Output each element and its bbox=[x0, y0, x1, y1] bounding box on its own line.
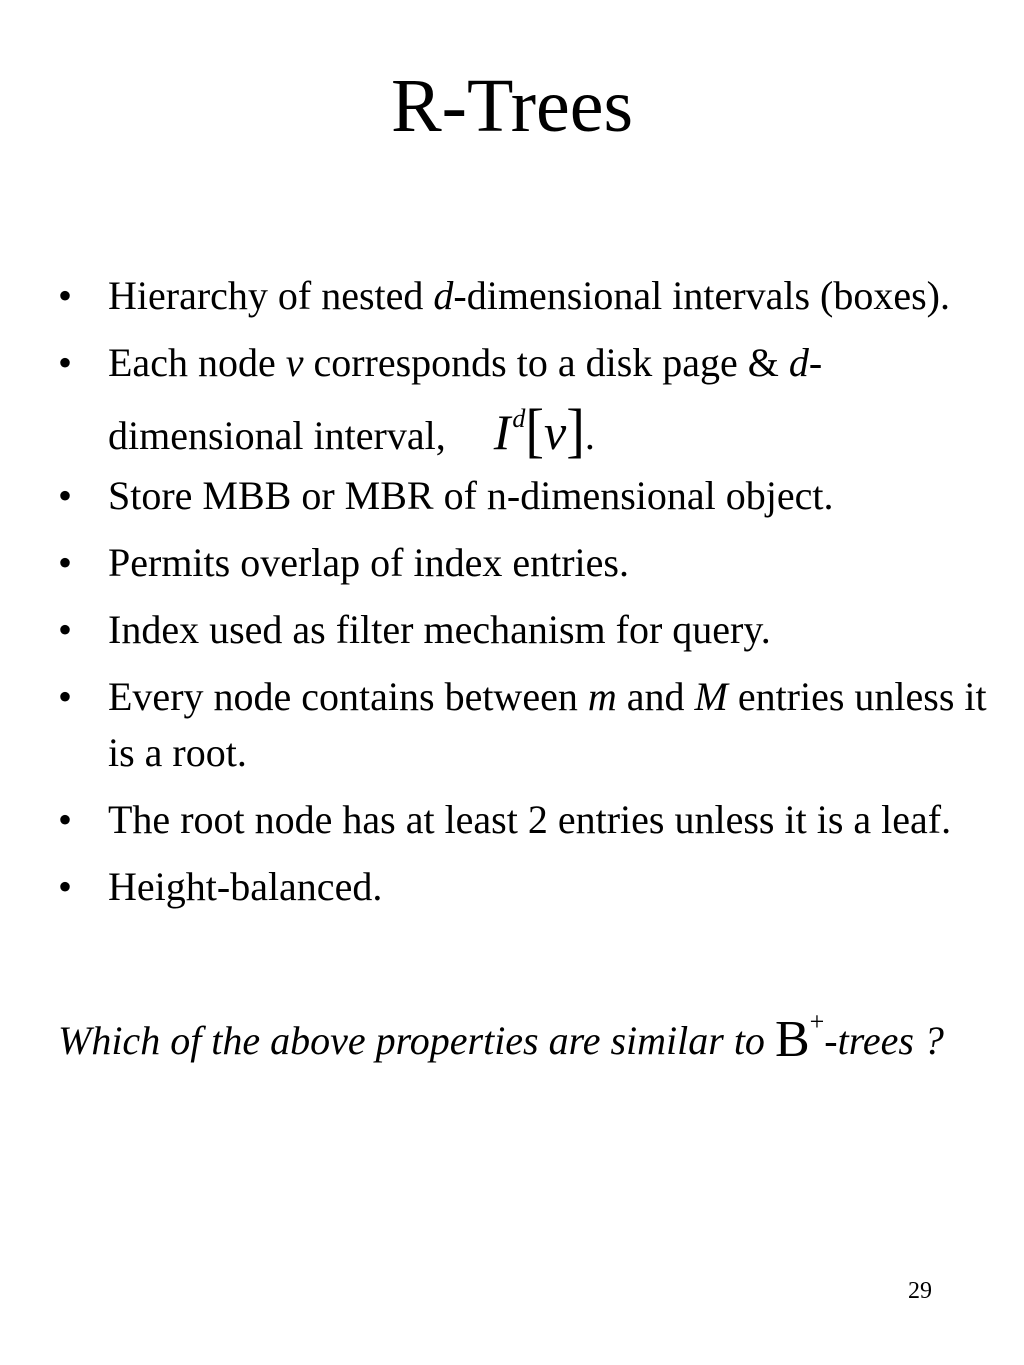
bullet-text: Hierarchy of nested bbox=[108, 273, 434, 318]
bullet-text: and bbox=[616, 674, 695, 719]
bplus-symbol bbox=[774, 1007, 825, 1068]
math-var-v: v bbox=[285, 340, 304, 385]
bullet-item-hierarchy bbox=[58, 268, 988, 324]
bullet-text: entries unless it is a root. bbox=[108, 674, 987, 775]
bullet-item-store-mbb bbox=[58, 468, 988, 524]
bullet-item-overlap bbox=[58, 535, 988, 591]
bullet-text: Each node bbox=[108, 340, 286, 385]
formula-base: I bbox=[493, 404, 511, 460]
bplus-b: B bbox=[774, 1011, 810, 1068]
bullet-text: -dimensional intervals (boxes). bbox=[453, 273, 950, 318]
bullet-text: corresponds to a disk page & bbox=[303, 340, 789, 385]
bullet-text: Index used as filter mechanism for query. bbox=[108, 607, 771, 652]
bullet-text: Height-balanced. bbox=[108, 864, 383, 909]
bullet-dot-icon: • bbox=[58, 340, 73, 385]
formula-argument: v bbox=[544, 404, 567, 460]
bplus-plus: + bbox=[809, 1007, 825, 1036]
page-number: 29 bbox=[908, 1278, 932, 1304]
bullet-text: The root node has at least 2 entries unless it is a leaf. bbox=[108, 797, 952, 842]
math-var-d: d bbox=[433, 273, 454, 318]
bullet-dot-icon: • bbox=[58, 864, 73, 909]
math-var-m: m bbox=[587, 674, 617, 719]
bullet-item-node-page bbox=[58, 335, 988, 464]
bullet-item-root bbox=[58, 792, 988, 848]
formula-period: . bbox=[584, 413, 595, 458]
bullet-dot-icon: • bbox=[58, 607, 73, 652]
math-var-d: d bbox=[788, 340, 809, 385]
bullet-text: Every node contains between bbox=[108, 674, 588, 719]
math-var-M: M bbox=[694, 674, 728, 719]
bullet-dot-icon: • bbox=[58, 473, 73, 518]
bullet-text: Store MBB or MBR of n-dimensional object. bbox=[108, 473, 834, 518]
question-tail: -trees ? bbox=[824, 1018, 944, 1063]
bullet-item-height bbox=[58, 859, 988, 915]
interval-formula bbox=[494, 391, 595, 464]
bullet-dot-icon: • bbox=[58, 540, 73, 585]
bullet-dot-icon: • bbox=[58, 674, 73, 719]
bullet-dot-icon: • bbox=[58, 797, 73, 842]
formula-superscript: d bbox=[512, 404, 526, 433]
bullet-list bbox=[58, 268, 988, 926]
slide-title: R-Trees bbox=[390, 64, 634, 148]
bullet-dot-icon: • bbox=[58, 273, 73, 318]
bullet-item-entries bbox=[58, 669, 988, 781]
formula-left-bracket: [ bbox=[525, 397, 545, 465]
bullet-item-filter bbox=[58, 602, 988, 658]
bullet-text: -dimensional interval, bbox=[108, 340, 823, 458]
bullet-text: Permits overlap of index entries. bbox=[108, 540, 629, 585]
question-lead: Which of the above properties are similar to bbox=[58, 1018, 775, 1063]
formula-right-bracket: ] bbox=[566, 397, 585, 465]
question-text bbox=[58, 1007, 1024, 1074]
